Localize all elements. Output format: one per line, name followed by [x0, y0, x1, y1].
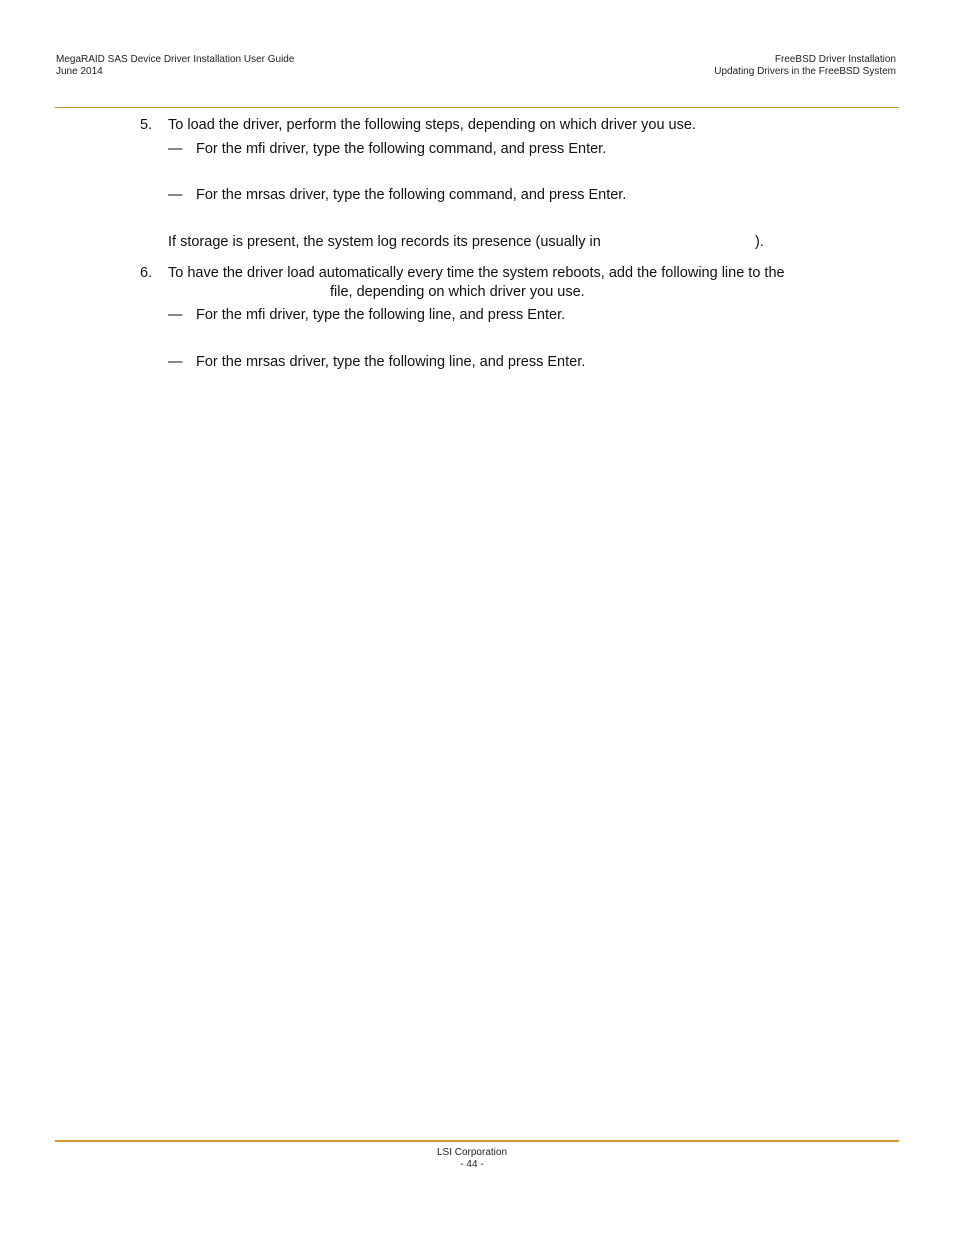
bullet-marker: —: [168, 307, 183, 323]
bullet-text: For the mfi driver, type the following command, and press Enter.: [196, 141, 607, 157]
step-text-continued: file, depending on which driver you use.: [330, 284, 585, 300]
section-title: Updating Drivers in the FreeBSD System: [714, 66, 896, 77]
bullet-marker: —: [168, 354, 183, 370]
step-text: To load the driver, perform the following steps, depending on which driver you use.: [168, 117, 696, 133]
bullet-marker: —: [168, 187, 183, 203]
chapter-title: FreeBSD Driver Installation: [774, 54, 896, 65]
bullet-text: For the mrsas driver, type the following line, and press Enter.: [196, 354, 586, 370]
header-left: [56, 54, 294, 78]
header-divider: [55, 107, 899, 108]
step-text: To have the driver load automatically every time the system reboots, add the following line to the: [168, 265, 785, 281]
note-suffix: ).: [755, 234, 764, 250]
doc-date: June 2014: [56, 66, 103, 77]
page-number: - 44 -: [460, 1159, 484, 1170]
doc-title: MegaRAID SAS Device Driver Installation User Guide: [56, 54, 295, 65]
footer: [0, 1147, 944, 1171]
note-prefix: If storage is present, the system log records its presence (usually in: [168, 234, 601, 250]
footer-divider: [55, 1140, 899, 1142]
header-right: [714, 54, 896, 78]
bullet-marker: —: [168, 141, 183, 157]
step-number: 5.: [140, 117, 153, 133]
bullet-text: For the mrsas driver, type the following command, and press Enter.: [196, 187, 627, 203]
step-number: 6.: [140, 265, 153, 281]
footer-company: LSI Corporation: [436, 1147, 508, 1158]
bullet-text: For the mfi driver, type the following line, and press Enter.: [196, 307, 566, 323]
